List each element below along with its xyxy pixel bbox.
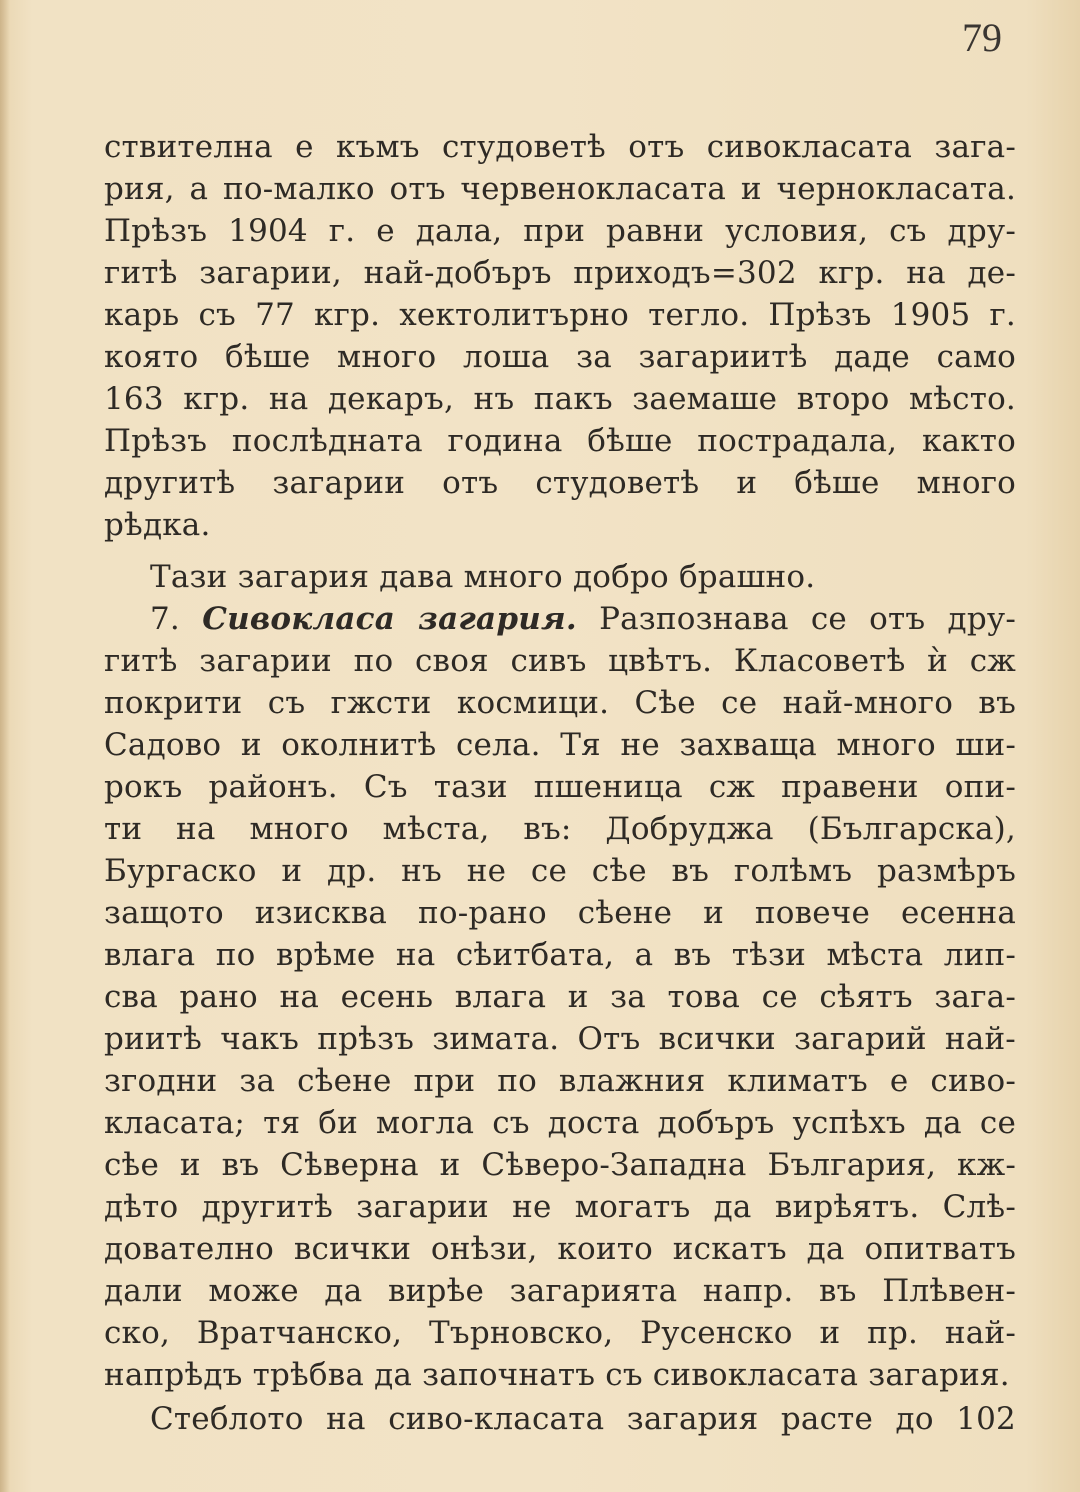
text-line: напрѣдъ трѣбва да започнатъ съ сивокласата загария. xyxy=(104,1357,1010,1393)
text-line: влага по врѣме на сѣитбата, а въ тѣзи мѣста лип- xyxy=(104,937,1016,973)
text-line: която бѣше много лоша за загариитѣ даде само xyxy=(104,339,1016,375)
text-line: Прѣзъ 1904 г. е дала, при равни условия, съ дру- xyxy=(104,213,1016,249)
text-line: гитѣ загарии, най-добъръ приходъ=302 кгр. на де- xyxy=(104,255,1016,291)
text-line: сва рано на есень влага и за това се сѣятъ зага- xyxy=(104,979,1016,1015)
section-title: Сивокласа загария. xyxy=(202,601,577,637)
text-line: другитѣ загарии отъ студоветѣ и бѣше много xyxy=(104,465,1016,501)
section-first-line-rest: Разпознава се отъ дру- xyxy=(599,601,1016,637)
text-line: ти на много мѣста, въ: Добруджа (Българска), xyxy=(104,811,1016,847)
text-line: рѣдка. xyxy=(104,507,211,543)
text-line: дали може да вирѣе загарията напр. въ Плѣвен- xyxy=(104,1273,1016,1309)
text-line: класата; тя би могла съ доста добъръ успѣхъ да се xyxy=(104,1105,1016,1141)
text-line: ско, Вратчанско, Търновско, Русенско и пр. най- xyxy=(104,1315,1016,1351)
text-line: Садово и околнитѣ села. Тя не захваща много ши- xyxy=(104,727,1016,763)
text-line: Бургаско и др. нъ не се сѣе въ голѣмъ размѣръ xyxy=(104,853,1016,889)
text-line: гитѣ загарии по своя сивъ цвѣтъ. Класоветѣ ѝ сж xyxy=(104,643,1016,679)
page-binding-edge xyxy=(0,0,10,1492)
text-line: покрити съ гжсти космици. Сѣе се най-много въ xyxy=(104,685,1016,721)
text-line: Стеблото на сиво-класата загария расте до 102 xyxy=(150,1401,1016,1437)
text-line: Прѣзъ послѣдната година бѣше пострадала, както xyxy=(104,423,1016,459)
section-heading-line xyxy=(150,598,1016,640)
text-line: карь съ 77 кгр. хектолитърно тегло. Прѣзъ 1905 г. xyxy=(104,297,1016,333)
text-line: рия, а по-малко отъ червенокласата и чернокласата. xyxy=(104,171,1016,207)
text-line: риитѣ чакъ прѣзъ зимата. Отъ всички загарий най- xyxy=(104,1021,1016,1057)
text-line: рокъ районъ. Съ тази пшеница сж правени опи- xyxy=(104,769,1016,805)
text-line: дователно всички онѣзи, които искатъ да опитватъ xyxy=(104,1231,1016,1267)
text-line: згодни за сѣене при по влажния климатъ е сиво- xyxy=(104,1063,1016,1099)
text-line: 163 кгр. на декаръ, нъ пакъ заемаше второ мѣсто. xyxy=(104,381,1016,417)
text-line: ствителна е къмъ студоветѣ отъ сивокласата зага- xyxy=(104,129,1016,165)
text-line: дѣто другитѣ загарии не могатъ да вирѣятъ. Слѣ- xyxy=(104,1189,1016,1225)
section-number: 7. xyxy=(150,601,180,637)
text-line: сѣе и въ Сѣверна и Сѣверо-Западна България, кж- xyxy=(104,1147,1016,1183)
paragraph-line: Тази загария дава много добро брашно. xyxy=(150,559,816,595)
text-line: защото изисква по-рано сѣене и повече есенна xyxy=(104,895,1016,931)
page-number: 79 xyxy=(962,15,1002,60)
